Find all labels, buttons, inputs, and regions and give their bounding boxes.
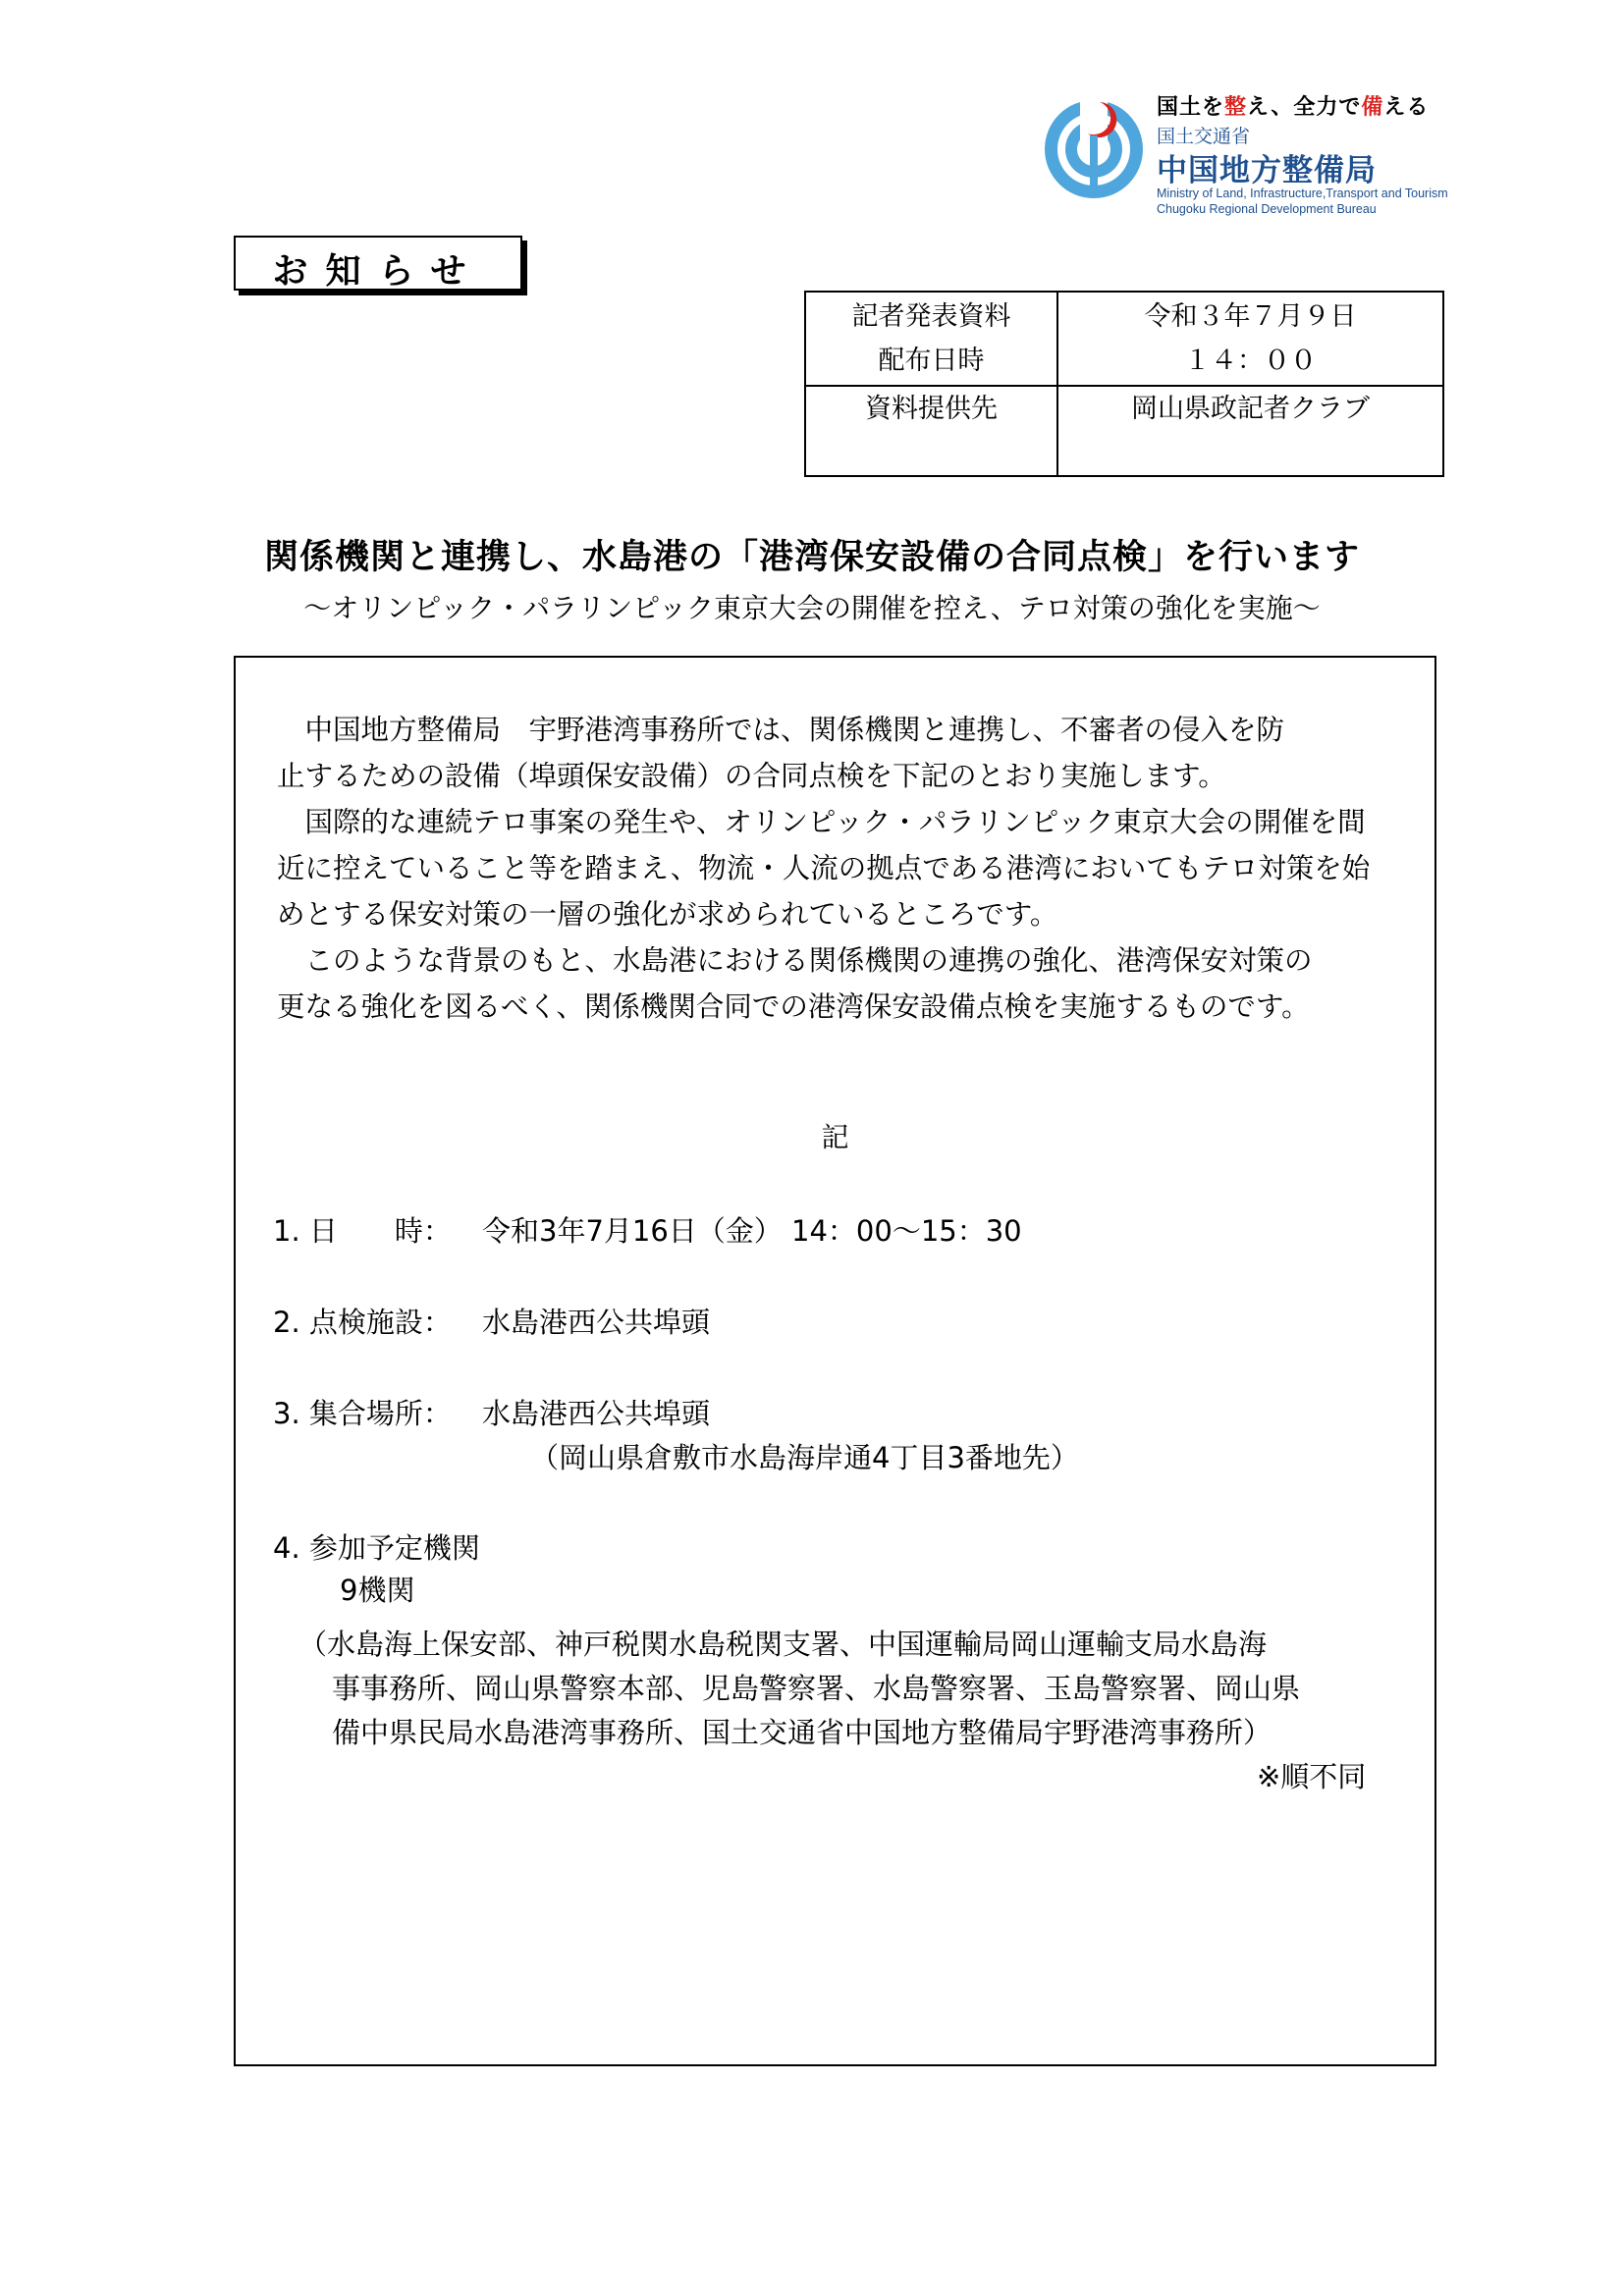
item-value: 水島港西公共埠頭	[482, 1397, 711, 1430]
text-line: 中国地方整備局 宇野港湾事務所では、関係機関と連携し、不審者の侵入を防	[304, 714, 1285, 746]
participant-list-line: （水島海上保安部、神戸税関水島税関支署、中国運輸局岡山運輸支局水島海	[298, 1628, 1268, 1661]
item-label: 3. 集合場所：	[273, 1397, 452, 1430]
bureau-emblem-icon	[1043, 94, 1145, 200]
text-line: 止するための設備（埠頭保安設備）の合同点検を下記のとおり実施します。	[277, 760, 1226, 792]
participant-list-line: 備中県民局水島港湾事務所、国土交通省中国地方整備局宇野港湾事務所）	[332, 1716, 1272, 1749]
item-datetime	[273, 1209, 1022, 1250]
ministry-name: 国土交通省	[1157, 126, 1251, 147]
item-label: 1. 日 時：	[273, 1214, 452, 1248]
item-label: 2. 点検施設：	[273, 1306, 452, 1339]
text-line: 国際的な連続テロ事案の発生や、オリンピック・パラリンピック東京大会の開催を間	[304, 806, 1366, 838]
press-label-provider: 資料提供先	[805, 386, 1057, 476]
item-meeting-place	[273, 1392, 710, 1432]
item-participants	[273, 1526, 480, 1567]
press-row-provider	[805, 386, 1443, 476]
ministry-name-en: Ministry of Land, Infrastructure,Transport and Tourism	[1157, 187, 1448, 200]
meeting-place-address: （岡山県倉敷市水島海岸通4丁目3番地先）	[530, 1441, 1079, 1474]
item-facility	[273, 1301, 710, 1341]
document-title: 関係機関と連携し、水島港の「港湾保安設備の合同点検」を行います	[263, 538, 1360, 577]
item-label: 4. 参加予定機関	[273, 1531, 480, 1565]
press-label-cell	[805, 292, 1057, 386]
bureau-name: 中国地方整備局	[1157, 153, 1377, 188]
main-content-box	[234, 656, 1436, 2066]
press-date: 令和３年７月９日	[1144, 301, 1357, 332]
text-line: めとする保安対策の一層の強化が求められているところです。	[277, 898, 1058, 931]
ministry-logo	[1043, 90, 1534, 228]
slogan-part: 国土を	[1157, 95, 1225, 120]
press-label-release-material: 記者発表資料	[851, 301, 1011, 332]
text-line: 近に控えていること等を踏まえ、物流・人流の拠点である港湾においてもテロ対策を始	[277, 852, 1371, 884]
slogan	[1157, 90, 1429, 121]
press-provider-value: 岡山県政記者クラブ	[1057, 386, 1443, 476]
participant-list-line: 事事務所、岡山県警察本部、児島警察署、水島警察署、玉島警察署、岡山県	[332, 1672, 1301, 1705]
order-note: ※順不同	[1257, 1760, 1367, 1793]
press-time: １４：００	[1184, 346, 1317, 376]
slogan-part: 整	[1224, 95, 1248, 120]
text-line: 更なる強化を図るべく、関係機関合同での港湾保安設備点検を実施するものです。	[277, 990, 1310, 1023]
participant-count: 9機関	[340, 1574, 415, 1607]
slogan-part: え、全力で	[1247, 95, 1362, 120]
press-value-cell	[1057, 292, 1443, 386]
notice-label: お知らせ	[272, 250, 484, 292]
item-value: 令和3年7月16日（金） 14：00～15：30	[482, 1214, 1022, 1248]
intro-paragraph	[277, 707, 1406, 1030]
bureau-name-en: Chugoku Regional Development Bureau	[1157, 202, 1377, 216]
ki-heading: 記	[821, 1121, 849, 1153]
document-subtitle: ～オリンピック・パラリンピック東京大会の開催を控え、テロ対策の強化を実施～	[303, 592, 1321, 624]
text-line: このような背景のもと、水島港における関係機関の連携の強化、港湾保安対策の	[304, 944, 1313, 977]
item-value: 水島港西公共埠頭	[482, 1306, 711, 1339]
press-release-info-table	[804, 291, 1444, 477]
press-label-distribution-time: 配布日時	[878, 346, 985, 376]
slogan-part: える	[1383, 95, 1430, 120]
notice-label-box	[234, 236, 522, 291]
slogan-part: 備	[1361, 95, 1384, 120]
press-row-release	[805, 292, 1443, 386]
